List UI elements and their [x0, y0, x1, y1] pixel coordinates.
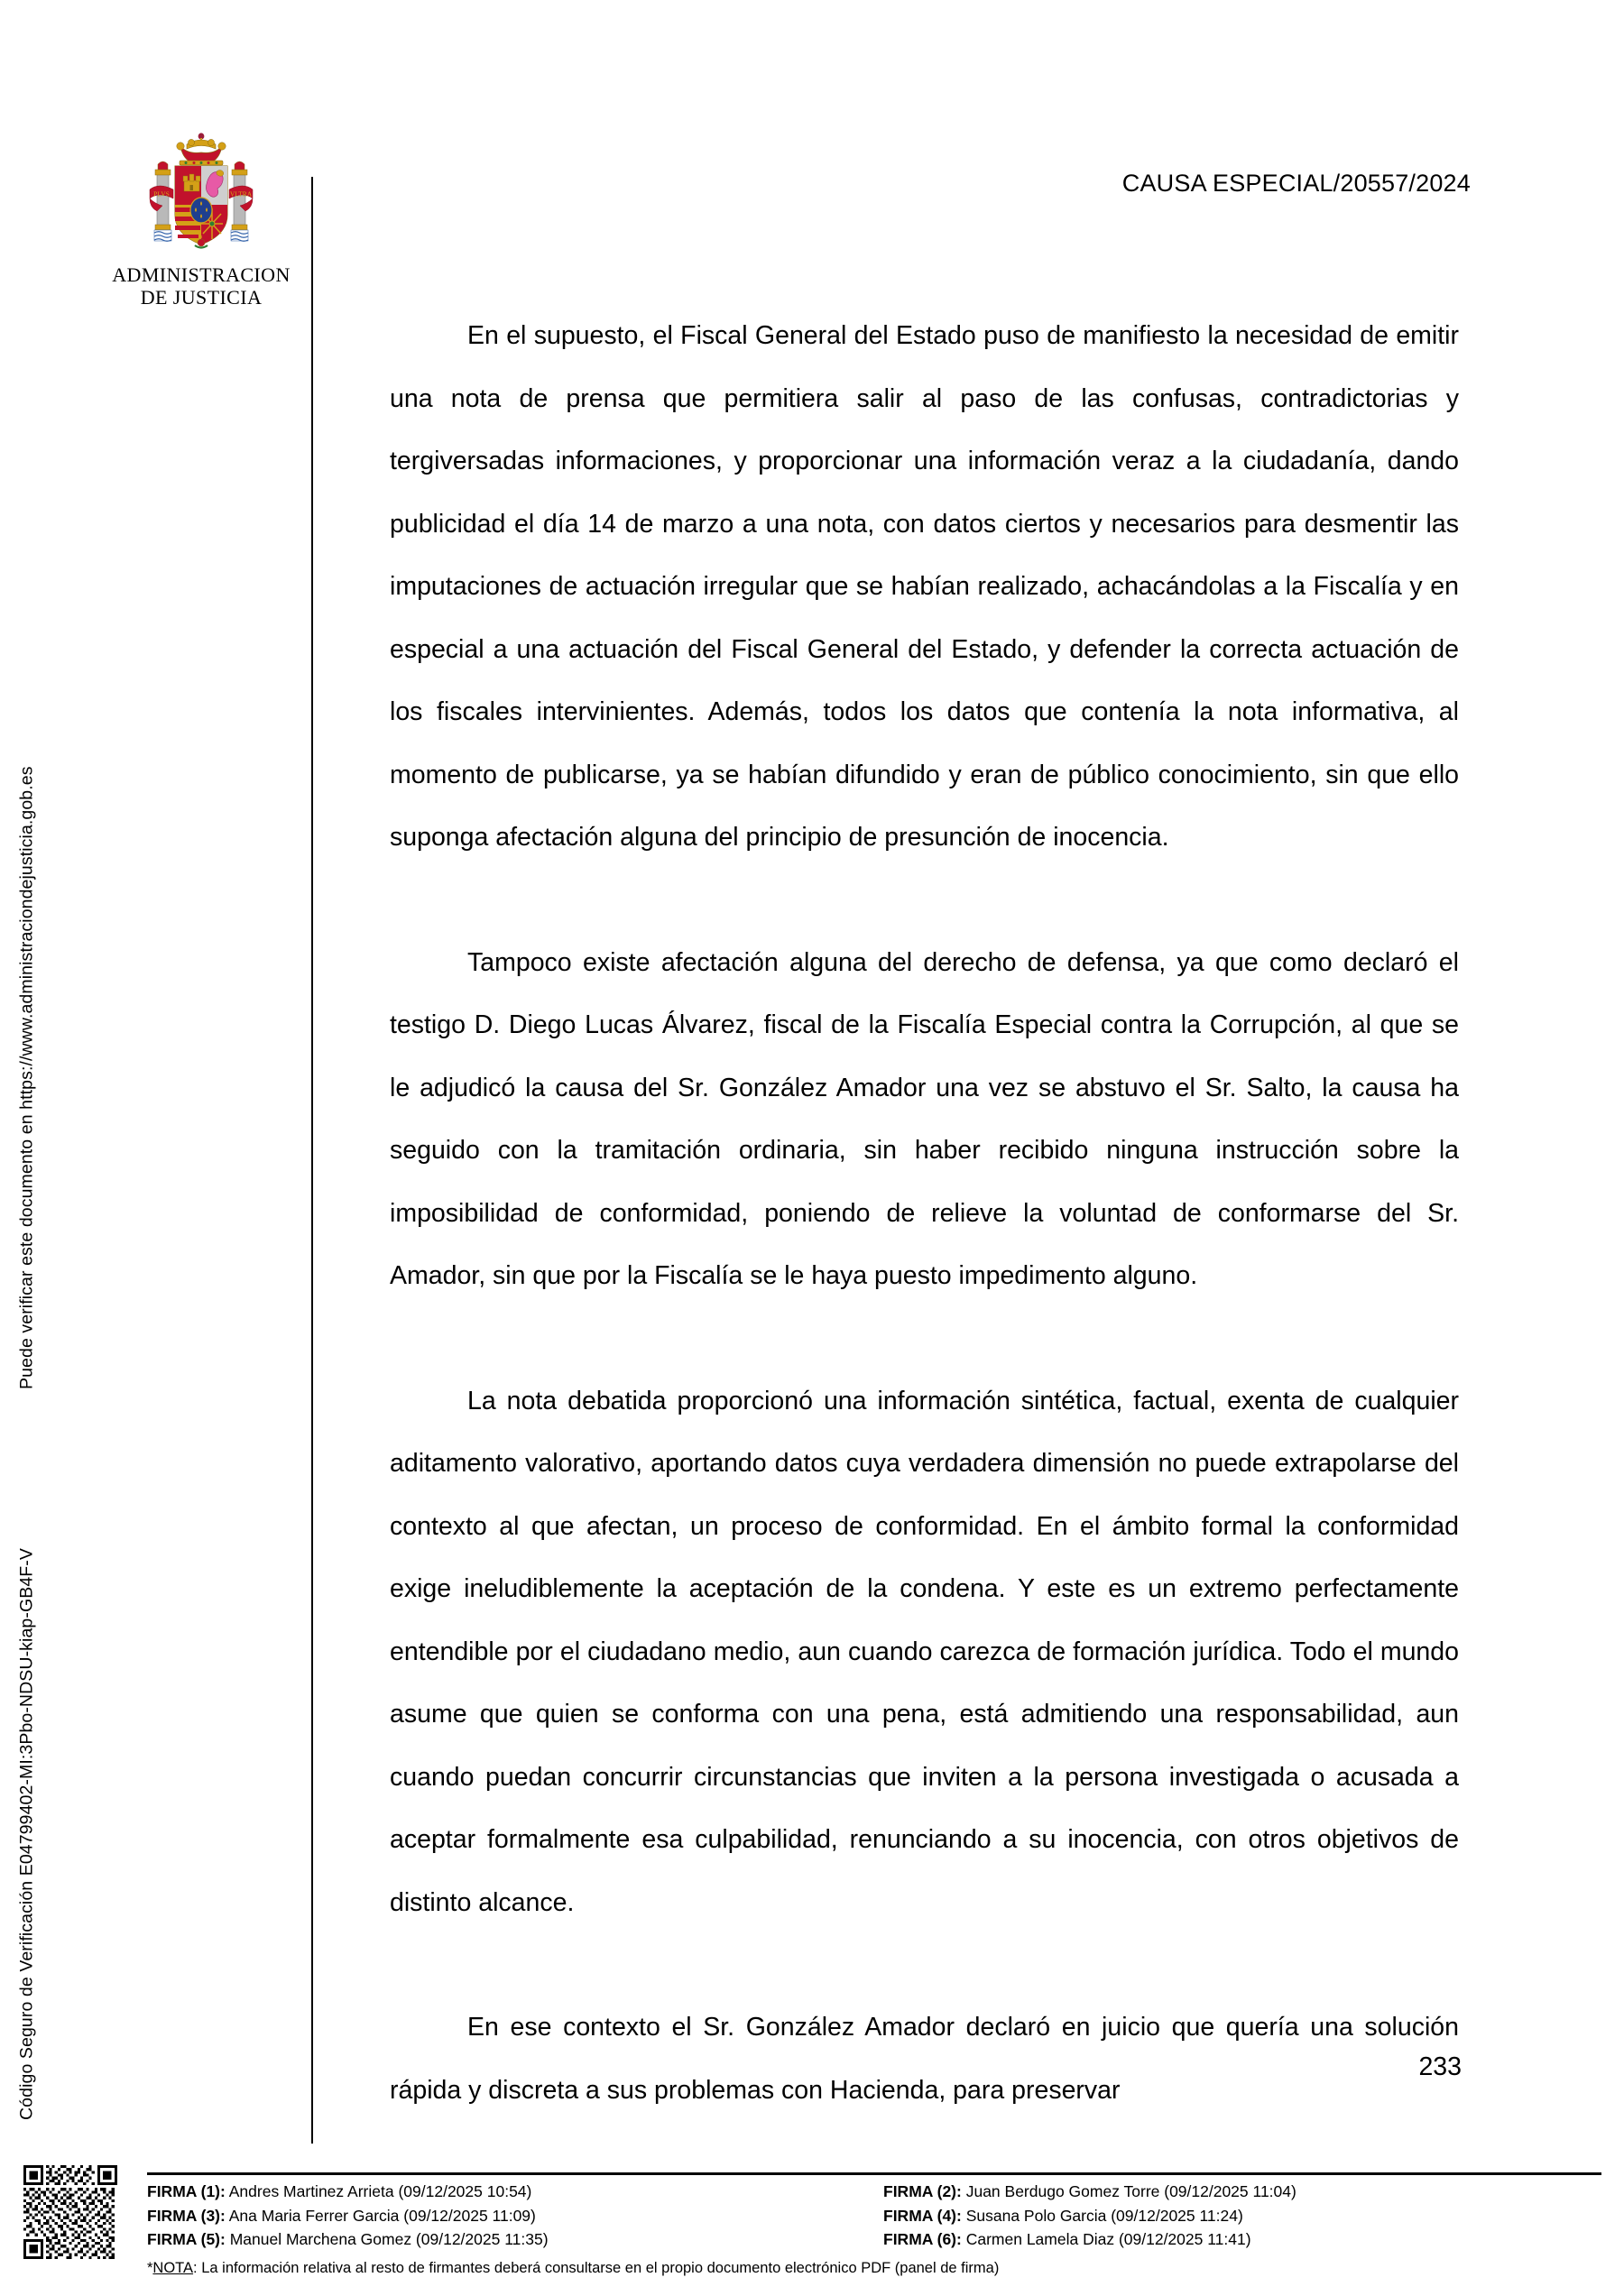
signature-value: Andres Martinez Arrieta (09/12/2025 10:54) — [228, 2182, 532, 2200]
note-label: NOTA — [152, 2260, 194, 2276]
signature-row — [883, 2227, 1601, 2252]
signature-row — [147, 2227, 874, 2252]
signature-label: FIRMA (5): — [147, 2230, 226, 2248]
signature-value: Carmen Lamela Diaz (09/12/2025 11:41) — [965, 2230, 1251, 2248]
signature-table — [147, 2180, 1601, 2252]
signature-column-right — [874, 2180, 1601, 2252]
signature-label: FIRMA (1): — [147, 2182, 226, 2200]
paragraph: En ese contexto el Sr. González Amador declaró en juicio que quería una solución rápida y discreta a sus problemas con Hacienda, para preservar — [390, 2013, 1459, 2105]
note-asterisk: * — [147, 2260, 153, 2276]
paragraph: La nota debatida proporcionó una información sintética, factual, exenta de cualquier aditamento valorativo, aportando datos cuya verdadera dimensión no puede extrapolarse del contexto al que afectan, un proceso de conformidad. En el ámbito formal la conformidad exige ineludiblemente la aceptación de la condena. Y este es un extremo perfectamente entendible por el ciudadano medio, aun cuando carezca de formación jurídica. Todo el mundo asume que quien se conforma con una pena, está admitiendo una responsabilidad, aun cuando puedan concurrir circunstancias que inviten a la persona investigada o acusada a aceptar formalmente esa culpabilidad, renunciando a su inocencia, con otros objetivos de distinto alcance. — [390, 1386, 1459, 1917]
signature-value: Juan Berdugo Gomez Torre (09/12/2025 11:04) — [965, 2182, 1296, 2200]
paragraph: En el supuesto, el Fiscal General del Estado puso de manifiesto la necesidad de emitir una nota de prensa que permitiera salir al paso de las confusas, contradictorias y tergiversadas informaciones, y proporcionar una información veraz a la ciudadanía, dando publicidad el día 14 de marzo a una nota, con datos ciertos y necesarios para desmentir las imputaciones de actuación irregular que se habían realizado, achacándolas a la Fiscalía y en especial a una actuación del Fiscal General del Estado, y defender la correcta actuación de los fiscales intervinientes. Además, todos los datos que contenía la nota informativa, al momento de publicarse, ya se habían difundido y eran de público conocimiento, sin que ello suponga afectación alguna del principio de presunción de inocencia. — [390, 321, 1459, 852]
paragraph: Tampoco existe afectación alguna del derecho de defensa, ya que como declaró el testigo D. Diego Lucas Álvarez, fiscal de la Fiscalía Especial contra la Corrupción, al que se le adjudicó la causa del Sr. González Amador una vez se abstuvo el Sr. Salto, la causa ha seguido con la tramitación ordinaria, sin haber recibido ninguna instrucción sobre la imposibilidad de conformidad, poniendo de relieve la voluntad de conformarse del Sr. Amador, sin que por la Fiscalía se le haya puesto impedimento alguno. — [390, 947, 1459, 1290]
signature-label: FIRMA (4): — [883, 2206, 962, 2225]
footer-note — [147, 2258, 999, 2278]
signature-row — [883, 2204, 1601, 2228]
signature-value: Susana Polo Garcia (09/12/2025 11:24) — [965, 2206, 1243, 2225]
verification-sidebar — [0, 766, 54, 2120]
spain-coat-of-arms-icon — [137, 124, 265, 260]
page-number: 233 — [1418, 2052, 1462, 2081]
signature-value: Manuel Marchena Gomez (09/12/2025 11:35) — [229, 2230, 549, 2248]
emblem-label-line1: ADMINISTRACION — [112, 263, 291, 286]
signature-row — [147, 2180, 874, 2204]
case-reference-header: CAUSA ESPECIAL/20557/2024 — [1121, 170, 1471, 197]
svg-text:VLTRA: VLTRA — [229, 189, 253, 198]
administration-emblem — [97, 124, 305, 309]
verification-url-text: Puede verificar este documento en https://www.administraciondejusticia.gob.es — [16, 766, 37, 1389]
qr-code-icon — [23, 2165, 117, 2259]
emblem-label — [97, 263, 305, 309]
csv-code-text: Código Seguro de Verificación E04799402-MI:3Pbo-NDSU-kiap-GB4F-V — [16, 1548, 37, 2120]
emblem-label-line2: DE JUSTICIA — [140, 286, 263, 309]
document-body — [390, 305, 1459, 2122]
signature-label: FIRMA (3): — [147, 2206, 226, 2225]
svg-text:PLVS: PLVS — [153, 189, 170, 198]
signature-value: Ana Maria Ferrer Garcia (09/12/2025 11:09) — [228, 2206, 536, 2225]
signature-row — [147, 2204, 874, 2228]
signature-label: FIRMA (6): — [883, 2230, 962, 2248]
footer-divider — [147, 2172, 1601, 2175]
signature-label: FIRMA (2): — [883, 2182, 962, 2200]
note-text: : La información relativa al resto de firmantes deberá consultarse en el propio documento electrónico PDF (panel de firma) — [193, 2260, 1000, 2276]
signature-column-left — [147, 2180, 874, 2252]
vertical-divider — [311, 177, 313, 2144]
signature-row — [883, 2180, 1601, 2204]
